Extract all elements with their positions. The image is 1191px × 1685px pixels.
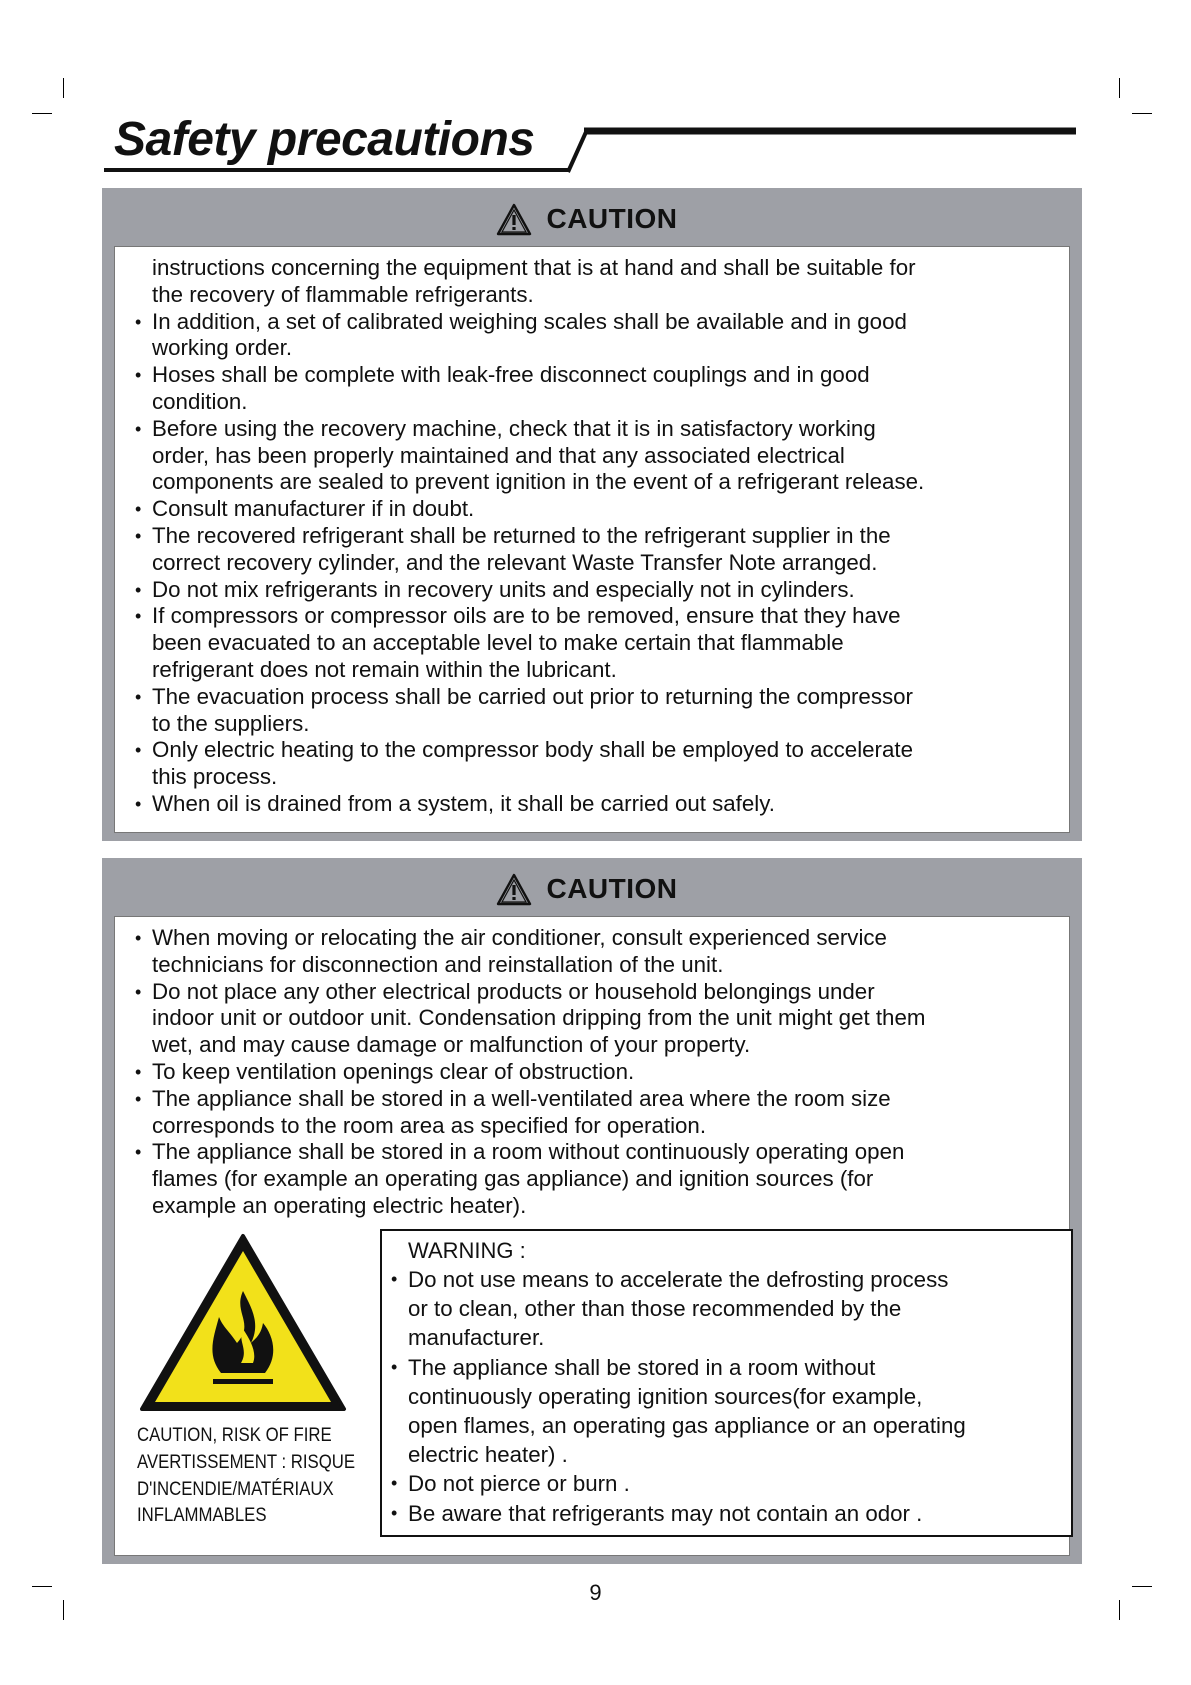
crop-mark xyxy=(63,78,64,98)
list-item-continuation: been evacuated to an acceptable level to make certain that flammable xyxy=(152,630,844,656)
list-item: • The evacuation process shall be carried out prior to returning the compressor xyxy=(115,684,1069,711)
list-item: • In addition, a set of calibrated weighing scales shall be available and in good xyxy=(115,309,1069,336)
list-item-continuation: refrigerant does not remain within the lubricant. xyxy=(152,656,617,682)
caution-body xyxy=(114,916,1070,1556)
list-item: • The appliance shall be stored in a room without continuously operating open xyxy=(115,1139,1069,1166)
list-item: • Consult manufacturer if in doubt. xyxy=(115,496,1069,523)
list-item-continuation: components are sealed to prevent ignition in the event of a refrigerant release. xyxy=(152,469,925,495)
list-item: • Hoses shall be complete with leak-free disconnect couplings and in good xyxy=(115,362,1069,389)
warning-item-line: or to clean, other than those recommended by the xyxy=(408,1296,902,1322)
page-number: 9 xyxy=(589,1580,602,1605)
fire-caption-line: D'INCENDIE/MATÉRIAUX xyxy=(137,1477,334,1500)
warning-item-line: continuously operating ignition sources(for example, xyxy=(408,1383,923,1409)
caution-body xyxy=(114,246,1070,833)
warning-item-line: • The appliance shall be stored in a room without xyxy=(408,1354,876,1380)
list-item: • When moving or relocating the air conditioner, consult experienced service xyxy=(115,925,1069,952)
list-item-continuation: technicians for disconnection and reinstallation of the unit. xyxy=(152,951,724,977)
list-item-continuation: corresponds to the room area as specified for operation. xyxy=(152,1112,707,1138)
fire-caption-line: INFLAMMABLES xyxy=(137,1504,267,1527)
warning-box xyxy=(380,1229,1073,1537)
caution-panel-1 xyxy=(102,188,1082,841)
list-item: • The appliance shall be stored in a well-ventilated area where the room size xyxy=(115,1086,1069,1113)
warning-item-line: • Do not use means to accelerate the defrosting process xyxy=(408,1267,949,1292)
caution-header xyxy=(102,188,1082,250)
warning-item xyxy=(382,1469,1071,1498)
caution-panel-2 xyxy=(102,858,1082,1564)
list-item: • To keep ventilation openings clear of obstruction. xyxy=(115,1059,1069,1086)
fire-caption xyxy=(137,1422,357,1529)
warning-item xyxy=(382,1265,1071,1353)
list-item-continuation: the recovery of flammable refrigerants. xyxy=(152,281,534,307)
list-item-continuation: indoor unit or outdoor unit. Condensation dripping from the unit might get them xyxy=(152,1005,926,1031)
list-item-continuation: order, has been properly maintained and that any associated electrical xyxy=(152,442,845,468)
caution-header xyxy=(102,858,1082,920)
list-item: • If compressors or compressor oils are to be removed, ensure that they have xyxy=(115,603,1069,630)
list-item: instructions concerning the equipment that is at hand and shall be suitable for xyxy=(152,255,916,280)
warning-item xyxy=(382,1499,1071,1528)
fire-risk-sign xyxy=(137,1231,357,1529)
list-item-continuation: flames (for example an operating gas appliance) and ignition sources (for xyxy=(152,1166,874,1192)
warning-item xyxy=(382,1353,1071,1470)
list-item-continuation: this process. xyxy=(152,764,278,790)
caution-title: CAUTION xyxy=(546,873,678,904)
warning-triangle-icon xyxy=(496,203,532,236)
list-item: • Do not place any other electrical products or household belongings under xyxy=(115,979,1069,1006)
warning-list xyxy=(382,1265,1071,1528)
flammable-warning-icon xyxy=(137,1231,349,1415)
warning-item-line: • Be aware that refrigerants may not contain an odor . xyxy=(408,1500,923,1526)
list-item-continuation: correct recovery cylinder, and the relevant Waste Transfer Note arranged. xyxy=(152,549,878,575)
warning-item-line: electric heater) . xyxy=(408,1442,568,1468)
page-header xyxy=(104,104,1080,184)
crop-mark xyxy=(1132,113,1152,114)
list-item-continuation: to the suppliers. xyxy=(152,710,310,736)
list-item: • Before using the recovery machine, check that it is in satisfactory working xyxy=(115,416,1069,443)
list-item: • When oil is drained from a system, it shall be carried out safely. xyxy=(115,791,1069,818)
warning-item-line: • Do not pierce or burn . xyxy=(408,1471,630,1497)
list-item: • Only electric heating to the compressor body shall be employed to accelerate xyxy=(115,737,1069,764)
list-item: • The recovered refrigerant shall be returned to the refrigerant supplier in the xyxy=(115,523,1069,550)
list-item-continuation: example an operating electric heater). xyxy=(152,1192,527,1218)
caution-title: CAUTION xyxy=(546,203,678,234)
page-title: Safety precautions xyxy=(114,113,535,166)
fire-caption-line: CAUTION, RISK OF FIRE xyxy=(137,1424,332,1446)
fire-caption-line: AVERTISSEMENT : RISQUE xyxy=(137,1450,356,1473)
crop-mark xyxy=(32,113,52,114)
list-item-continuation: working order. xyxy=(152,335,293,361)
crop-mark xyxy=(1119,78,1120,98)
warning-triangle-icon xyxy=(496,873,532,906)
list-item-continuation: condition. xyxy=(152,388,248,414)
list-item-continuation: wet, and may cause damage or malfunction of your property. xyxy=(152,1032,751,1058)
warning-item-line: open flames, an operating gas appliance or an operating xyxy=(408,1413,966,1439)
caution-list xyxy=(115,925,1069,1220)
warning-item-line: manufacturer. xyxy=(408,1325,545,1351)
caution-list xyxy=(115,255,1069,818)
list-item: • Do not mix refrigerants in recovery units and especially not in cylinders. xyxy=(115,577,1069,604)
warning-title: WARNING : xyxy=(408,1238,526,1263)
